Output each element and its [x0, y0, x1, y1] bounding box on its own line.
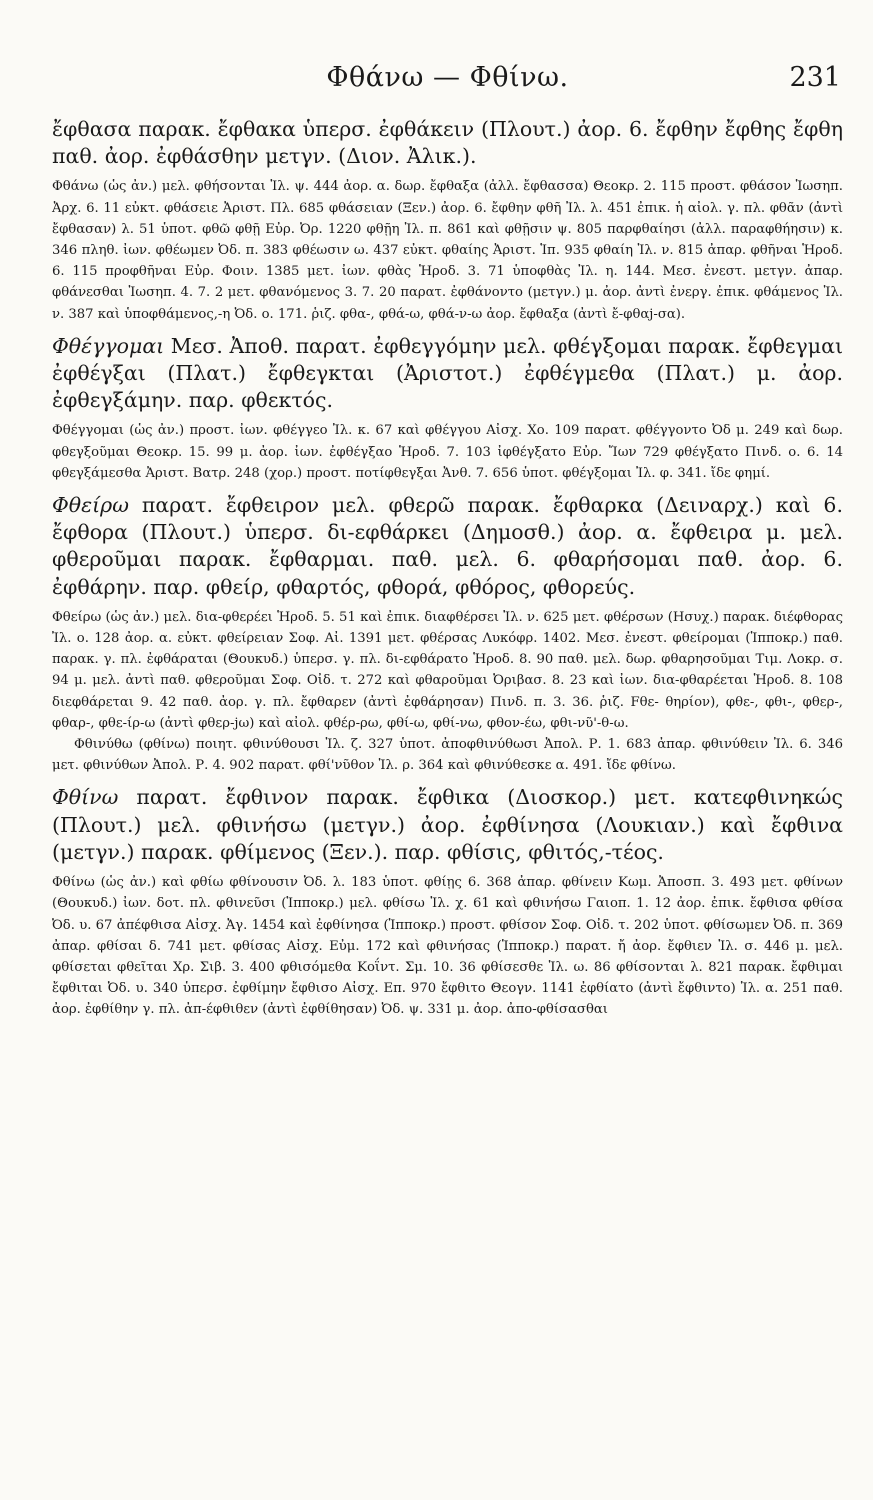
entries: [52, 116, 843, 1021]
entry-detail-phthano: Φθάνω (ὡς ἀν.) μελ. φθήσονται Ἰλ. ψ. 444 ἀορ. α. δωρ. ἔφθαξα (ἀλλ. ἔφθασσα) Θεοκρ. 2. 115 προστ. φθάσον Ἰωσηπ. Ἀρχ. 6. 11 εὐκτ. φθάσειε Ἀριστ. Πλ. 685 φθάσειαν (Ξεν.) ἀορ. 6. ἔφθην φθῆ Ἰλ. λ. 451 ἐπικ. ἡ αἰολ. γ. πλ. φθᾶν (ἀντὶ ἔφθασαν) λ. 51 ὑποτ. φθῶ φθῇ Εὐρ. Ὀρ. 1220 φθῇη Ἰλ. π. 861 καὶ φθῇσιν ψ. 805 παρφθαίησι (ἀλλ. παραφθήησιν) κ. 346 πληθ. ἰων. φθέωμεν Ὀδ. π. 383 φθέωσιν ω. 437 εὐκτ. φθαίης Ἀριστ. Ἱπ. 935 φθαίη Ἰλ. ν. 815 ἀπαρ. φθῆναι Ἡροδ. 6. 115 προφθῆναι Εὐρ. Φοιν. 1385 μετ. ἰων. φθὰς Ἡροδ. 3. 71 ὑποφθὰς Ἰλ. η. 144. Μεσ. ἐνεστ. μετγν. ἀπαρ. φθάνεσθαι Ἰωσηπ. 4. 7. 2 μετ. φθανόμενος 3. 7. 20 παρατ. ἐφθάνοντο (μετγν.) μ. ἀορ. ἀντὶ ἐνεργ. ἐπικ. φθάμενος Ἰλ. ν. 387 καὶ ὑποφθάμενος,-η Ὀδ. ο. 171. ῥιζ. φθα-, φθά-ω, φθά-ν-ω ἀορ. ἔφθαξα (ἀντὶ ἔ-φθαj-σα).: [52, 179, 843, 322]
entry-phtheiro: Φθείρω παρατ. ἔφθειρον μελ. φθερῶ παρακ. ἔφθαρκα (Δειναρχ.) καὶ 6. ἔφθορα (Πλουτ.) ὑπερσ. δι-εφθάρκει (Δημοσθ.) ἀορ. α. ἔφθειρα μ. μελ. φθεροῦμαι παρακ. ἔφθαρμαι. παθ. μελ. 6. φθαρήσομαι παθ. ἀορ. 6. ἐφθάρην. παρ. φθείρ, φθαρτός, φθορά, φθόρος, φθορεύς.: [52, 493, 843, 599]
headword: Φθείρω: [52, 493, 129, 518]
entry-phthengomai: Φθέγγομαι Μεσ. Ἀποθ. παρατ. ἐφθεγγόμην μελ. φθέγξομαι παρακ. ἔφθεγμαι ἐφθέγξαι (Πλατ.) ἔφθεγκται (Ἀριστοτ.) ἐφθέγμεθα (Πλατ.) μ. ἀορ. ἐφθεγξάμην. παρ. φθεκτός.: [52, 333, 843, 413]
headword: Φθίνω: [52, 785, 119, 810]
entry-continuation: ἔφθασα παρακ. ἔφθακα ὑπερσ. ἐφθάκειν (Πλουτ.) ἀορ. 6. ἔφθην ἔφθης ἔφθη παθ. ἀορ. ἐφθάσθην μετγν. (Διον. Ἀλικ.).: [52, 117, 843, 169]
running-title: Φθάνω — Φθίνω.: [326, 62, 569, 93]
running-header: [52, 62, 843, 102]
page-number: 231: [789, 62, 841, 93]
entry-phthino: Φθίνω παρατ. ἔφθινον παρακ. ἔφθικα (Διοσκορ.) μετ. κατεφθινηκώς (Πλουτ.) μελ. φθινήσω (μετγν.) ἀορ. ἐφθίνησα (Λουκιαν.) καὶ ἔφθινα (μετγν.) παρακ. φθίμενος (Ξεν.). παρ. φθίσις, φθιτός,-τέος.: [52, 785, 843, 864]
entry-detail-phthino: Φθίνω (ὡς ἀν.) καὶ φθίω φθίνουσιν Ὀδ. λ. 183 ὑποτ. φθίῃς 6. 368 ἀπαρ. φθίνειν Κωμ. Ἀποσπ. 3. 493 μετ. φθίνων (Θουκυδ.) ἰων. δοτ. πλ. φθινεῦσι (Ἱπποκρ.) μελ. φθίσω Ἰλ. χ. 61 καὶ φθινήσω Γαιοπ. 1. 12 ἀορ. ἐπικ. ἔφθισα φθίσα Ὀδ. υ. 67 ἀπέφθισα Αἰσχ. Ἀγ. 1454 καὶ ἐφθίνησα (Ἱπποκρ.) προστ. φθίσον Σοφ. Οἰδ. τ. 202 ὑποτ. φθίσωμεν Ὀδ. π. 369 ἀπαρ. φθίσαι δ. 741 μετ. φθίσας Αἰσχ. Εὐμ. 172 καὶ φθινήσας (Ἱπποκρ.) παρατ. ἤ ἀορ. ἔφθιεν Ἰλ. σ. 446 μ. μελ. φθίσεται φθεῖται Χρ. Σιβ. 3. 400 φθισόμεθα Κοΐντ. Σμ. 10. 36 φθίσεσθε Ἰλ. ω. 86 φθίσονται λ. 821 παρακ. ἔφθιμαι ἔφθιται Ὀδ. υ. 340 ὑπερσ. ἐφθίμην ἔφθισο Αἰσχ. Επ. 970 ἔφθιτο Θεογν. 1141 ἐφθίατο (ἀντὶ ἔφθιντο) Ἰλ. α. 251 παθ. ἀορ. ἐφθίθην γ. πλ. ἀπ-έφθιθεν (ἀντὶ ἐφθίθησαν) Ὀδ. ψ. 331 μ. ἀορ. ἀπο-φθίσασθαι: [52, 875, 843, 1018]
headword: Φθέγγομαι: [52, 333, 165, 358]
entry-detail-phthengomai: Φθέγγομαι (ὡς ἀν.) προστ. ἰων. φθέγγεο Ἰλ. κ. 67 καὶ φθέγγου Αἰσχ. Χο. 109 παρατ. φθέγγοντο Ὀδ μ. 249 καὶ δωρ. φθεγξοῦμαι Θεοκρ. 15. 99 μ. ἀορ. ἰων. ἐφθέγξαο Ἡροδ. 7. 103 ἰφθέγξατο Εὐρ. Ἴων 729 φθέγξατο Πινδ. ο. 6. 14 φθεγξάμεσθα Ἀριστ. Βατρ. 248 (χορ.) προστ. ποτίφθεγξαι Ἀνθ. 7. 656 ὑποτ. φθέγξομαι Ἰλ. φ. 341. ἴδε φημί.: [52, 423, 843, 481]
entry-phthinytho: Φθινύθω (φθίνω) ποιητ. φθινύθουσι Ἰλ. ζ. 327 ὑποτ. ἀποφθινύθωσι Ἀπολ. Ρ. 1. 683 ἀπαρ. φθινύθειν Ἰλ. 6. 346 μετ. φθινύθων Ἀπολ. Ρ. 4. 902 παρατ. φθί'νῦθον Ἰλ. ρ. 364 καὶ φθινύθεσκε α. 491. ἴδε φθίνω.: [52, 737, 843, 774]
entry-detail-phtheiro: Φθείρω (ὡς ἀν.) μελ. δια-φθερέει Ἡροδ. 5. 51 καὶ ἐπικ. διαφθέρσει Ἰλ. ν. 625 μετ. φθέρσων (Ησυχ.) παρακ. διέφθορας Ἰλ. ο. 128 ἀορ. α. εὐκτ. φθείρειαν Σοφ. Αἰ. 1391 μετ. φθέρσας Λυκόφρ. 1402. Μεσ. ἐνεστ. φθείρομαι (Ἱπποκρ.) παθ. παρακ. γ. πλ. ἐφθάραται (Θουκυδ.) ὑπερσ. γ. πλ. δι-εφθάρατο Ἡροδ. 8. 90 παθ. μελ. δωρ. φθαρησοῦμαι Τιμ. Λοκρ. σ. 94 μ. μελ. ἀντὶ παθ. φθεροῦμαι Σοφ. Οἰδ. τ. 272 καὶ φθαροῦμαι Ὀριβασ. 8. 23 καὶ ἰων. δια-φθαρέεται Ἡροδ. 8. 108 διεφθάρεται 9. 42 παθ. ἀορ. γ. πλ. ἔφθαρεν (ἀντὶ ἐφθάρησαν) Πινδ. π. 3. 36. ῥιζ. Fθε- θηρίον), φθε-, φθι-, φθερ-, φθαρ-, φθε-ίρ-ω (ἀντὶ φθερ-jω) καὶ αἰολ. φθέρ-ρω, φθί-ω, φθί-νω, φθον-έω, φθι-νῦ'-θ-ω.: [52, 609, 843, 731]
